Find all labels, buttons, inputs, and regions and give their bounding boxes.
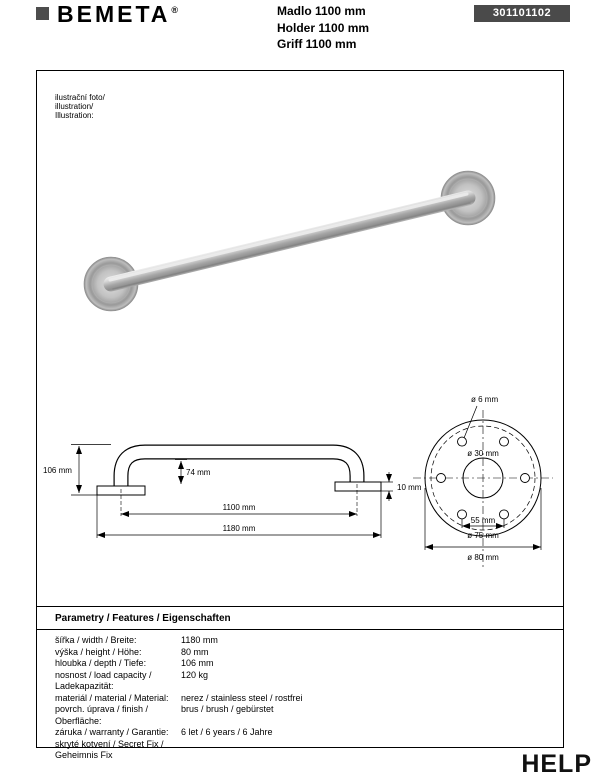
dim-ring-diameter: ø 75 mm xyxy=(467,531,499,540)
parameter-label: výška / height / Höhe: xyxy=(55,646,142,657)
content-frame xyxy=(36,70,564,760)
dim-inner-diameter: ø 30 mm xyxy=(467,449,499,458)
dim-plate-thickness: 10 mm xyxy=(397,483,422,492)
dim-height-total: 106 mm xyxy=(43,466,72,475)
parameter-value: 6 let / 6 years / 6 Jahre xyxy=(181,727,273,737)
dim-hole-diameter: ø 6 mm xyxy=(471,395,499,404)
parameter-value: 106 mm xyxy=(181,658,214,668)
parameter-value xyxy=(181,739,545,762)
dim-width-total: 1180 mm xyxy=(222,524,256,533)
end-view xyxy=(413,406,553,568)
parameters-section xyxy=(37,606,563,762)
parameter-row xyxy=(55,658,545,670)
parameter-value: brus / brush / gebürstet xyxy=(181,704,274,714)
side-view xyxy=(97,452,381,495)
parameter-label: materiál / material / Material: xyxy=(55,692,169,703)
registered-mark: ® xyxy=(171,5,179,16)
parameter-row xyxy=(55,647,545,659)
dim-height-inner: 74 mm xyxy=(186,468,211,477)
brand-logo xyxy=(57,1,178,28)
grab-bar-tube xyxy=(110,194,470,289)
parameter-label: záruka / warranty / Garantie: xyxy=(55,727,169,737)
brand-square-icon xyxy=(36,7,49,20)
brand-name: BEMETA xyxy=(57,1,171,27)
parameters-table xyxy=(37,630,563,762)
help-logo: HELP xyxy=(521,750,592,778)
parameter-label: šířka / width / Breite: xyxy=(55,635,137,645)
dim-bolt-spacing: 55 mm xyxy=(470,516,496,525)
dim-outer-diameter: ø 80 mm xyxy=(467,553,499,562)
technical-drawing xyxy=(41,376,561,606)
parameter-label: skryté kotvení / Secret Fix / Geheimnis Fix xyxy=(55,738,164,760)
parameter-value: 120 kg xyxy=(181,669,209,680)
parameter-row xyxy=(55,670,545,693)
parameter-value: 80 mm xyxy=(181,646,209,657)
parameter-label: povrch. úprava / finish / Oberfläche: xyxy=(55,704,149,726)
parameter-value: nerez / stainless steel / rostfrei xyxy=(181,692,303,703)
product-photo xyxy=(41,136,561,351)
product-name-cs: Madlo 1100 mm xyxy=(277,4,366,18)
product-names xyxy=(277,3,369,53)
dim-width-centers: 1100 mm xyxy=(222,503,256,512)
parameter-value: 1180 mm xyxy=(181,635,218,645)
product-code-badge: 301101102 xyxy=(474,5,570,22)
caption-line: Illustration: xyxy=(55,111,94,120)
product-name-en: Holder 1100 mm xyxy=(277,20,370,35)
caption-line: ilustrační foto/ xyxy=(55,93,105,102)
parameter-row xyxy=(55,727,545,739)
parameter-row xyxy=(55,693,545,705)
parameter-row xyxy=(55,739,545,762)
parameter-row xyxy=(55,704,545,727)
parameter-label: nosnost / load capacity / Ladekapazität: xyxy=(55,669,152,691)
caption-line: illustration/ xyxy=(55,102,94,111)
product-name-de: Griff 1100 mm xyxy=(277,37,357,51)
parameter-label: hloubka / depth / Tiefe: xyxy=(55,658,147,668)
illustration-caption xyxy=(55,93,105,120)
parameters-title: Parametry / Features / Eigenschaften xyxy=(37,607,563,630)
parameter-row xyxy=(55,635,545,647)
